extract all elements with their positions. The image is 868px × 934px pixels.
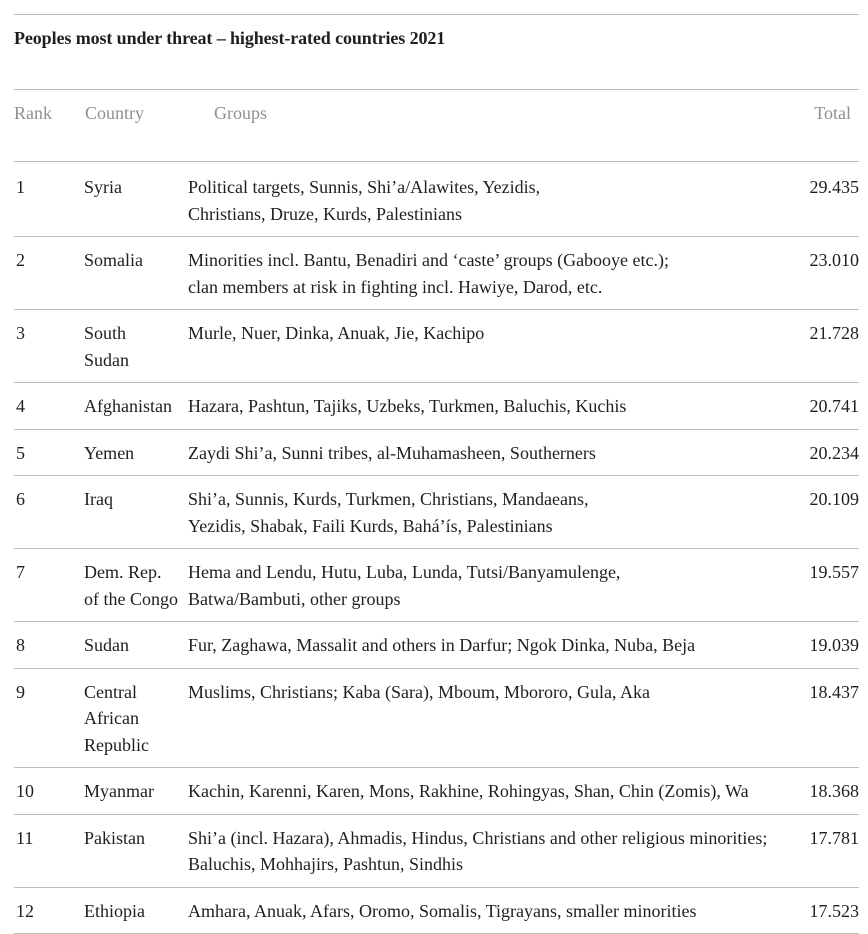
row-rank: 3 bbox=[16, 323, 25, 343]
row-country bbox=[84, 393, 194, 420]
column-header-country: Country bbox=[85, 103, 145, 123]
row-rank: 9 bbox=[16, 681, 25, 702]
row-total: 19.557 bbox=[809, 562, 859, 582]
row-rank: 4 bbox=[16, 396, 25, 416]
groups-line: clan members at risk in fighting incl. Hawiye, Darod, etc. bbox=[188, 276, 603, 297]
country-line: Ethiopia bbox=[84, 900, 145, 921]
row-total: 20.109 bbox=[809, 489, 859, 509]
groups-line: Fur, Zaghawa, Massalit and others in Darfur; Ngok Dinka, Nuba, Beja bbox=[188, 635, 696, 655]
table-row bbox=[14, 440, 859, 475]
row-groups bbox=[188, 486, 788, 539]
country-line: South bbox=[84, 323, 127, 343]
row-groups bbox=[188, 174, 788, 227]
table-row bbox=[14, 174, 859, 235]
row-country bbox=[84, 559, 194, 612]
row-groups bbox=[188, 393, 788, 420]
row-country bbox=[84, 778, 194, 805]
row-separator bbox=[14, 887, 859, 888]
row-groups bbox=[188, 320, 788, 347]
top-rule bbox=[14, 14, 859, 15]
country-line: Republic bbox=[84, 734, 149, 755]
row-total: 21.728 bbox=[809, 323, 859, 343]
row-total: 20.234 bbox=[809, 442, 859, 463]
row-rank: 12 bbox=[16, 900, 34, 921]
row-separator bbox=[14, 668, 859, 669]
country-line: Sudan bbox=[84, 349, 129, 370]
row-groups bbox=[188, 825, 788, 878]
table-title: Peoples most under threat – highest-rated countries 2021 bbox=[14, 28, 446, 48]
groups-line: Yezidis, Shabak, Faili Kurds, Bahá’ís, Palestinians bbox=[188, 515, 553, 536]
country-line: Iraq bbox=[84, 489, 113, 509]
table-row bbox=[14, 898, 859, 933]
row-total: 19.039 bbox=[809, 635, 859, 655]
header-top-rule bbox=[14, 89, 859, 90]
groups-line: Kachin, Karenni, Karen, Mons, Rakhine, Rohingyas, Shan, Chin (Zomis), Wa bbox=[188, 781, 749, 801]
country-line: Yemen bbox=[84, 442, 135, 463]
row-country bbox=[84, 632, 194, 659]
row-rank: 6 bbox=[16, 489, 25, 509]
row-separator bbox=[14, 475, 859, 476]
row-total: 17.523 bbox=[809, 900, 859, 921]
row-rank: 10 bbox=[16, 781, 34, 801]
row-total: 20.741 bbox=[809, 396, 859, 416]
row-country bbox=[84, 825, 194, 852]
table-row bbox=[14, 632, 859, 667]
row-total: 23.010 bbox=[809, 250, 859, 270]
row-groups bbox=[188, 247, 788, 300]
groups-line: Murle, Nuer, Dinka, Anuak, Jie, Kachipo bbox=[188, 323, 485, 343]
row-groups bbox=[188, 559, 788, 612]
table-row bbox=[14, 559, 859, 620]
row-separator bbox=[14, 814, 859, 815]
groups-line: Baluchis, Mohhajirs, Pashtun, Sindhis bbox=[188, 854, 464, 874]
row-groups bbox=[188, 440, 788, 467]
row-total: 18.368 bbox=[809, 781, 859, 801]
country-line: Syria bbox=[84, 177, 122, 197]
row-separator bbox=[14, 236, 859, 237]
row-country bbox=[84, 679, 194, 759]
country-line: Pakistan bbox=[84, 827, 145, 848]
row-country bbox=[84, 440, 194, 467]
column-header-rank: Rank bbox=[14, 103, 52, 123]
groups-line: Shi’a, Sunnis, Kurds, Turkmen, Christians, Mandaeans, bbox=[188, 489, 589, 509]
row-country bbox=[84, 898, 194, 925]
column-header-total: Total bbox=[814, 103, 851, 123]
row-rank: 8 bbox=[16, 635, 25, 655]
row-separator bbox=[14, 621, 859, 622]
table-row bbox=[14, 393, 859, 428]
row-groups bbox=[188, 632, 788, 659]
country-line: Sudan bbox=[84, 635, 129, 655]
country-line: of the Congo bbox=[84, 588, 178, 609]
groups-line: Hazara, Pashtun, Tajiks, Uzbeks, Turkmen, Baluchis, Kuchis bbox=[188, 396, 627, 416]
row-total: 29.435 bbox=[809, 177, 859, 197]
groups-line: Political targets, Sunnis, Shi’a/Alawites, Yezidis, bbox=[188, 177, 541, 197]
table-row bbox=[14, 247, 859, 308]
header-bottom-rule bbox=[14, 161, 859, 162]
country-line: Somalia bbox=[84, 250, 143, 270]
country-line: African bbox=[84, 708, 139, 728]
row-rank: 5 bbox=[16, 442, 25, 463]
country-line: Myanmar bbox=[84, 781, 154, 801]
row-country bbox=[84, 174, 194, 201]
row-country bbox=[84, 320, 194, 373]
row-separator bbox=[14, 767, 859, 768]
row-rank: 2 bbox=[16, 250, 25, 270]
row-total: 18.437 bbox=[809, 681, 859, 702]
row-groups bbox=[188, 778, 788, 805]
row-separator bbox=[14, 429, 859, 430]
table-row bbox=[14, 320, 859, 381]
row-separator bbox=[14, 382, 859, 383]
country-line: Dem. Rep. bbox=[84, 562, 162, 582]
row-country bbox=[84, 486, 194, 513]
row-groups bbox=[188, 898, 788, 925]
row-rank: 7 bbox=[16, 562, 25, 582]
table-row bbox=[14, 679, 859, 767]
groups-line: Zaydi Shi’a, Sunni tribes, al-Muhamasheen, Southerners bbox=[188, 442, 596, 463]
table-row bbox=[14, 778, 859, 813]
groups-line: Hema and Lendu, Hutu, Luba, Lunda, Tutsi/Banyamulenge, bbox=[188, 562, 621, 582]
row-separator bbox=[14, 309, 859, 310]
row-rank: 11 bbox=[16, 827, 34, 848]
table-row bbox=[14, 486, 859, 547]
groups-line: Shi’a (incl. Hazara), Ahmadis, Hindus, Christians and other religious minorities; bbox=[188, 827, 768, 848]
groups-line: Minorities incl. Bantu, Benadiri and ‘caste’ groups (Gabooye etc.); bbox=[188, 250, 670, 270]
country-line: Central bbox=[84, 681, 137, 702]
groups-line: Batwa/Bambuti, other groups bbox=[188, 588, 401, 609]
row-total: 17.781 bbox=[809, 827, 859, 848]
row-groups bbox=[188, 679, 788, 706]
row-separator bbox=[14, 548, 859, 549]
table-row bbox=[14, 825, 859, 886]
groups-line: Muslims, Christians; Kaba (Sara), Mboum, Mbororo, Gula, Aka bbox=[188, 681, 650, 702]
groups-line: Christians, Druze, Kurds, Palestinians bbox=[188, 203, 462, 224]
row-rank: 1 bbox=[16, 177, 25, 197]
row-country bbox=[84, 247, 194, 274]
country-line: Afghanistan bbox=[84, 396, 172, 416]
groups-line: Amhara, Anuak, Afars, Oromo, Somalis, Tigrayans, smaller minorities bbox=[188, 900, 697, 921]
column-header-groups: Groups bbox=[214, 103, 267, 123]
